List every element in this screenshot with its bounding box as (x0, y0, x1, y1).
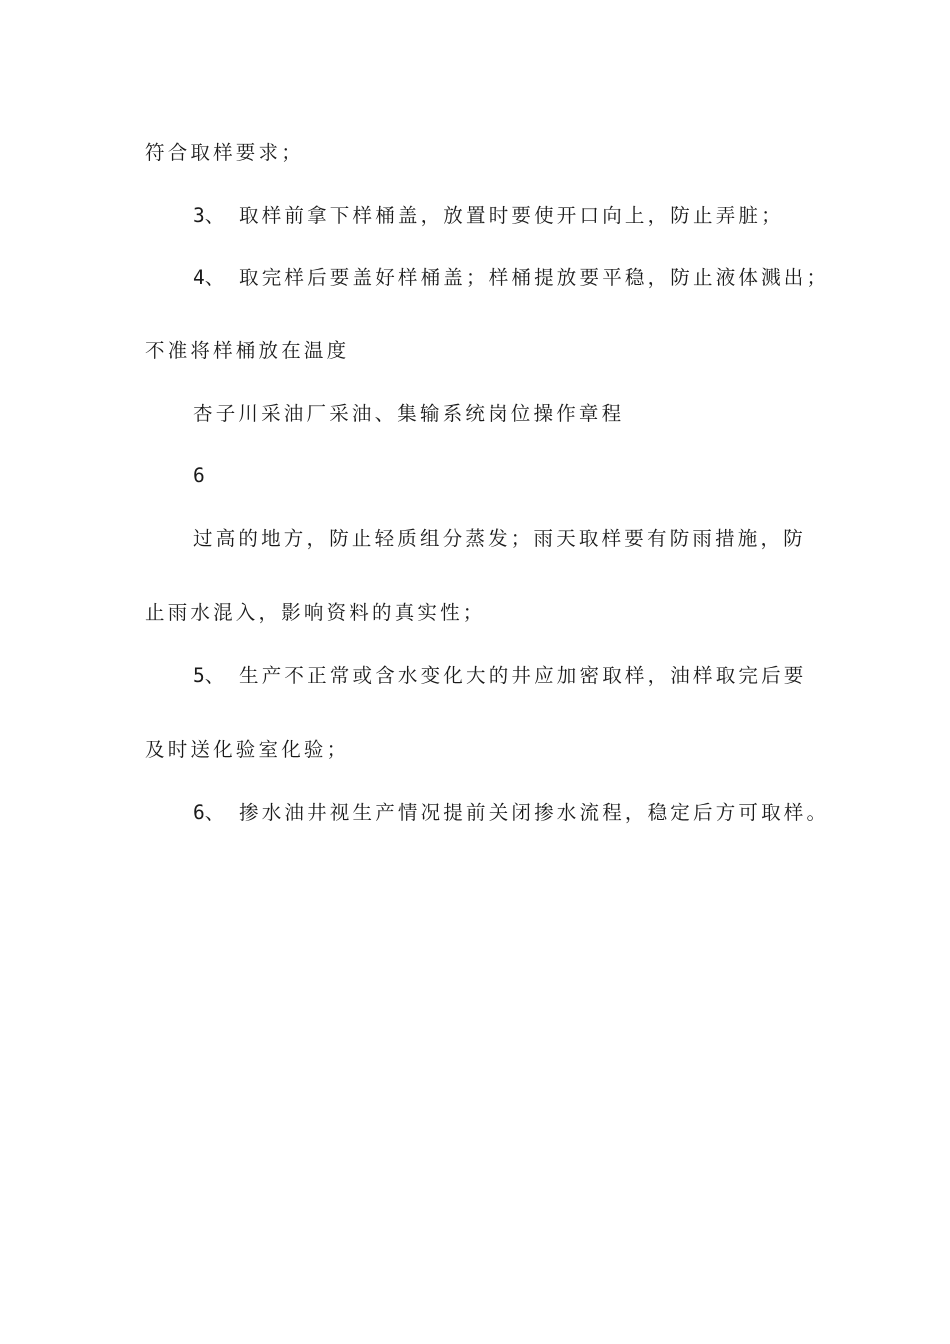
list-item-3 (193, 206, 784, 226)
line-text: 不准将样桶放在温度 (145, 339, 350, 362)
line-text: 符合取样要求； (145, 141, 304, 164)
line-text: 取样前拿下样桶盖，放置时要使开口向上，防止弄脏； (239, 204, 784, 227)
list-item-4 (193, 268, 829, 288)
list-number: 3、 (193, 204, 225, 227)
line-text: 6 (193, 464, 208, 487)
line-text: 掺水油井视生产情况提前关闭掺水流程，稳定后方可取样。 (239, 801, 830, 824)
line-text: 及时送化验室化验； (145, 738, 350, 761)
list-item-6 (193, 803, 829, 823)
text-line-temperature (145, 341, 349, 361)
line-text: 取完样后要盖好样桶盖；样桶提放要平稳，防止液体溅出； (239, 266, 830, 289)
line-text: 杏子川采油厂采油、集输系统岗位操作章程 (193, 402, 625, 425)
text-line-lab-test (145, 740, 349, 760)
page-number (193, 466, 208, 486)
list-number: 4、 (193, 266, 225, 289)
line-text: 止雨水混入，影响资料的真实性； (145, 601, 486, 624)
text-line-continuation-requirements (145, 143, 304, 163)
text-line-high-place (193, 529, 806, 549)
page-header-title (193, 404, 624, 424)
list-item-5 (193, 666, 807, 686)
line-text: 生产不正常或含水变化大的井应加密取样，油样取完后要 (239, 664, 807, 687)
list-number: 5、 (193, 664, 225, 687)
text-line-rainwater (145, 603, 486, 623)
line-text: 过高的地方，防止轻质组分蒸发；雨天取样要有防雨措施，防 (193, 527, 806, 550)
list-number: 6、 (193, 801, 225, 824)
